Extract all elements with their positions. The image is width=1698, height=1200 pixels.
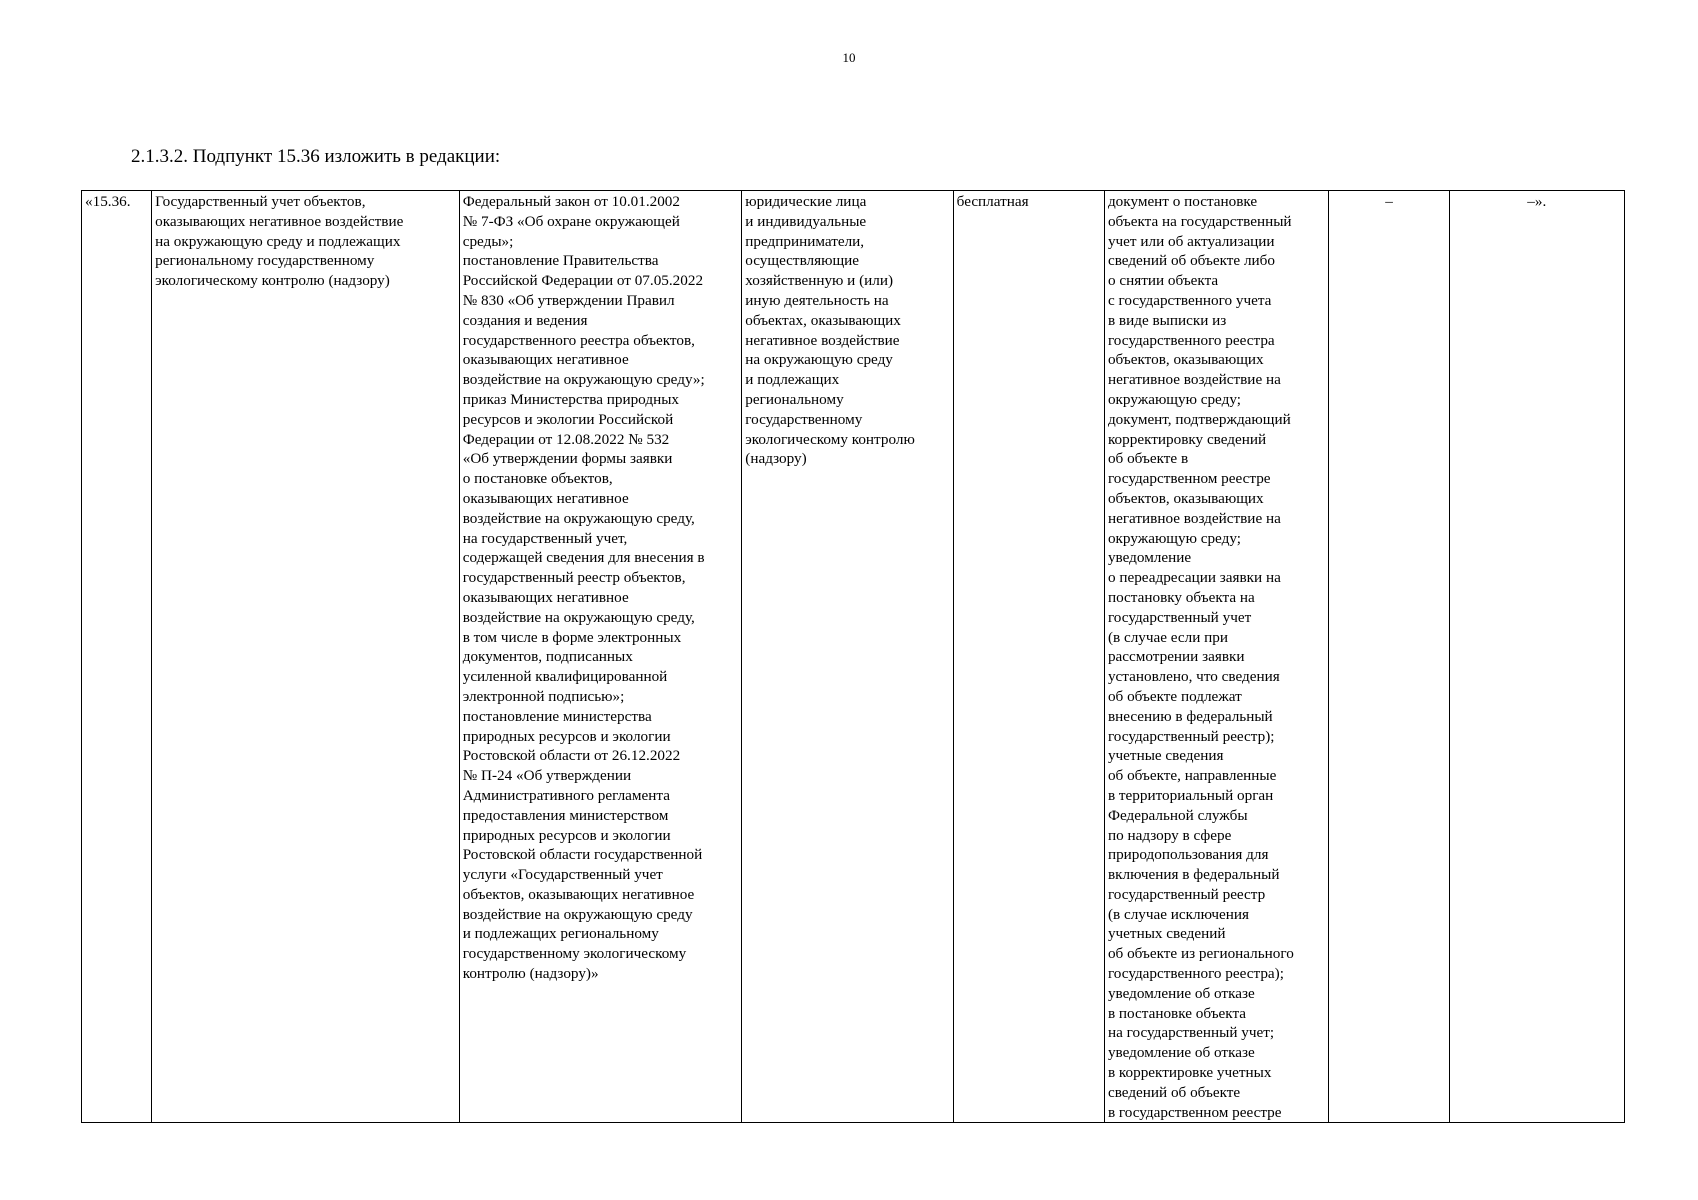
section-heading: 2.1.3.2. Подпункт 15.36 изложить в редакции: xyxy=(131,146,501,167)
cell-column-8 xyxy=(1329,191,1449,1123)
column-9-text: –». xyxy=(1527,193,1547,210)
cell-recipients xyxy=(742,191,953,1123)
table-row xyxy=(82,191,1625,1123)
cell-column-9 xyxy=(1449,191,1624,1123)
cell-legal-basis xyxy=(459,191,742,1123)
item-number-text: «15.36. xyxy=(85,193,131,210)
recipients-text: юридические лица и индивидуальные предприниматели, осуществляющие хозяйственную и (или) иную деятельность на объектах, оказывающих негативное воздействие на окружающую среду и подлежащих региональному государственному экологическому контролю (надзору) xyxy=(745,193,915,468)
cell-service-name xyxy=(152,191,460,1123)
legal-basis-text: Федеральный закон от 10.01.2002 № 7-ФЗ «Об охране окружающей среды»; постановление Правительства Российской Федерации от 07.05.2022 № 830 «Об утверждении Правил создания и ведения государственного реестра объектов, оказывающих негативное воздействие на окружающую среду»; приказ Министерства природных ресурсов и экологии Российской Федерации от 12.08.2022 № 532 «Об утверждении формы заявки о постановке объектов, оказывающих негативное воздействие на окружающую среду, на государственный учет, содержащей сведения для внесения в государственный реестр объектов, оказывающих негативное воздействие на окружающую среду, в том числе в форме электронных документов, подписанных усиленной квалифицированной электронной подписью»; постановление министерства природных ресурсов и экологии Ростовской области от 26.12.2022 № П-24 «Об утверждении Административного регламента предоставления министерством природных ресурсов и экологии Ростовской области государственной услуги «Государственный учет объектов, оказывающих негативное воздействие на окружающую среду и подлежащих региональному государственному экологическому контролю (надзору)» xyxy=(462,193,705,983)
amendment-table xyxy=(81,190,1625,1123)
column-8-text: – xyxy=(1385,193,1393,210)
cell-item-number xyxy=(82,191,152,1123)
cost-text: бесплатная xyxy=(956,193,1029,210)
cell-cost xyxy=(953,191,1104,1123)
cell-result xyxy=(1104,191,1328,1123)
result-text: документ о постановке объекта на государственный учет или об актуализации сведений об объекте либо о снятии объекта с государственного учета в виде выписки из государственного реестра объектов, оказывающих негативное воздействие на окружающую среду; документ, подтверждающий корректировку сведений об объекте в государственном реестре объектов, оказывающих негативное воздействие на окружающую среду; уведомление о переадресации заявки на постановку объекта на государственный учет (в случае если при рассмотрении заявки установлено, что сведения об объекте подлежат внесению в федеральный государственный реестр); учетные сведения об объекте, направленные в территориальный орган Федеральной службы по надзору в сфере природопользования для включения в федеральный государственный реестр (в случае исключения учетных сведений об объекте из регионального государственного реестра); уведомление об отказе в постановке объекта на государственный учет; уведомление об отказе в корректировке учетных сведений об объекте в государственном реестре xyxy=(1107,193,1294,1121)
service-name-text: Государственный учет объектов, оказывающих негативное воздействие на окружающую среду и подлежащих региональному государственному экологическому контролю (надзору) xyxy=(155,193,404,290)
page-number: 10 xyxy=(842,50,856,65)
